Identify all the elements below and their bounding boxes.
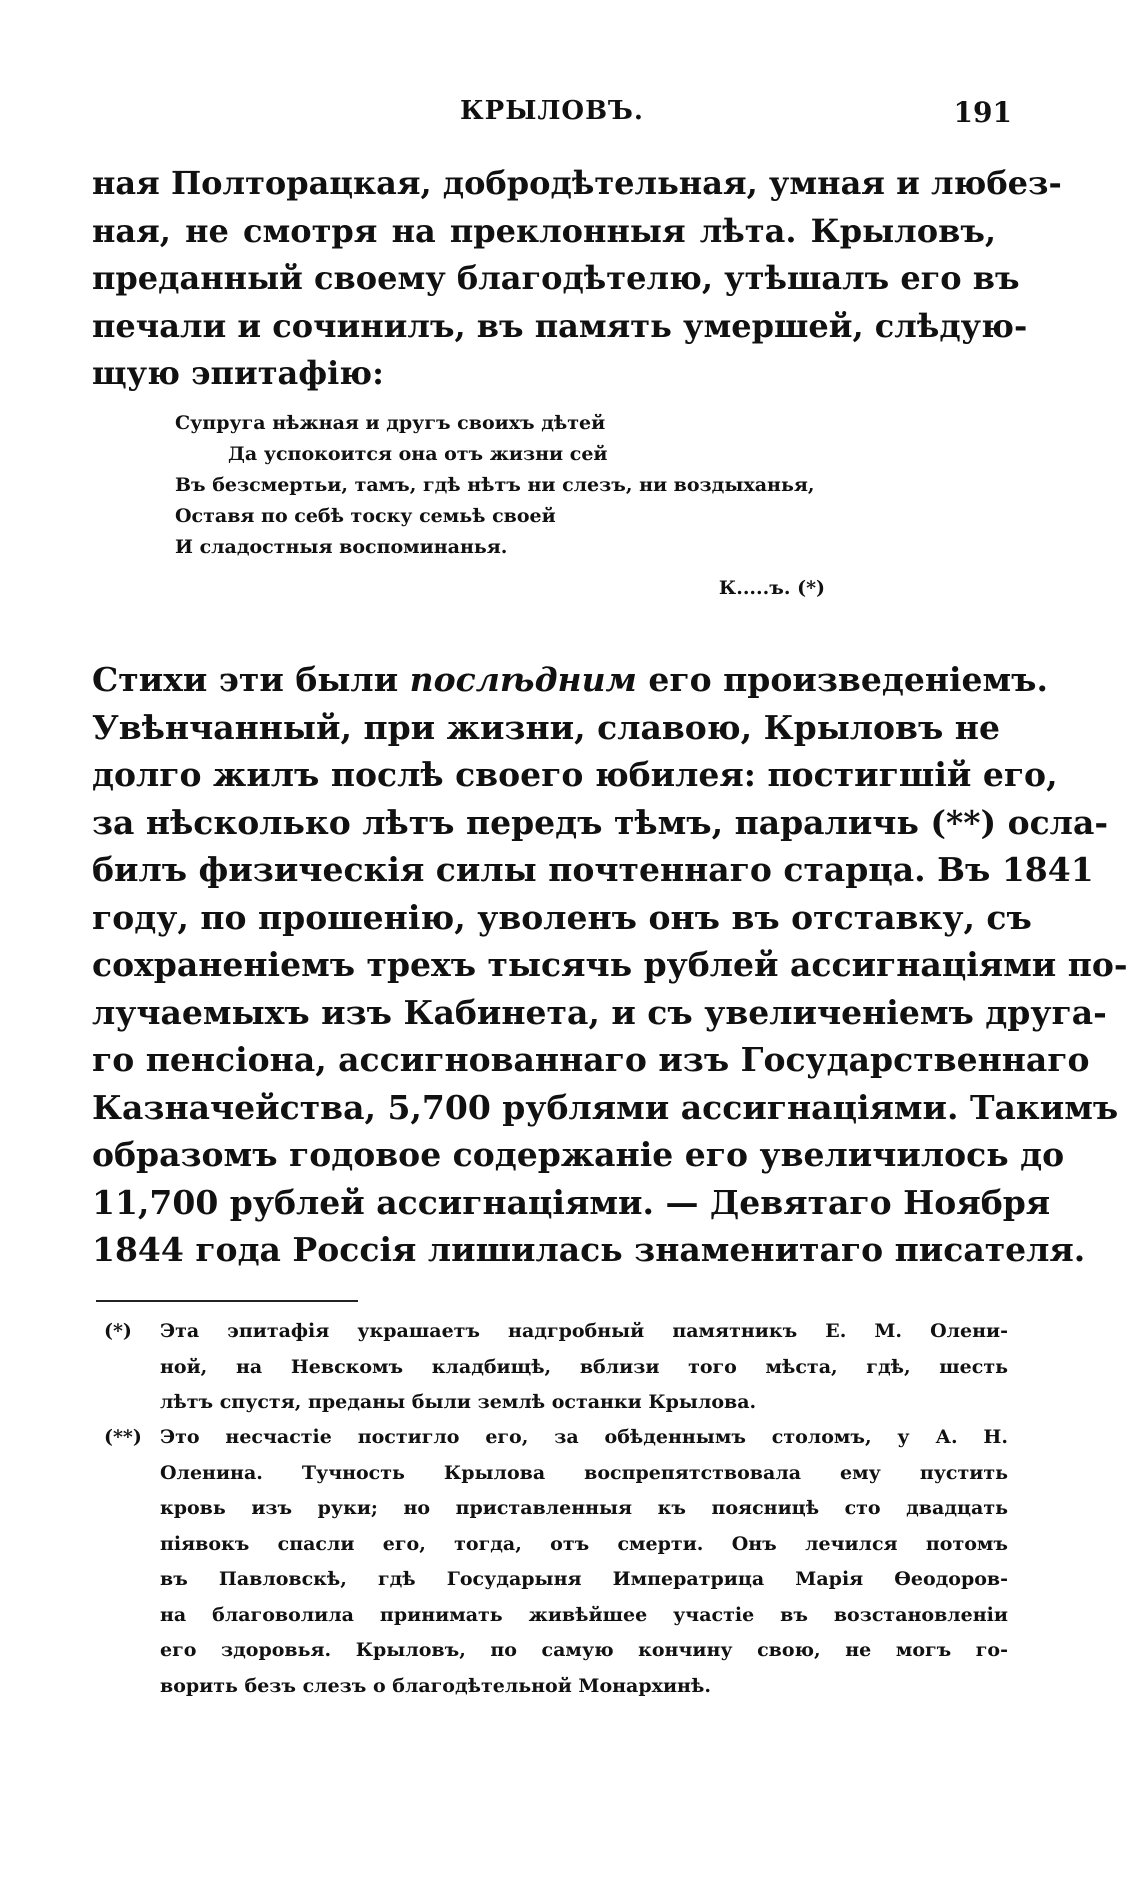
text-line: 1844 года Россія лишилась знаменитаго писателя. <box>92 1230 1086 1269</box>
footnote-mark: (**) <box>104 1426 142 1448</box>
paragraph-2 <box>92 656 1128 1274</box>
page-header <box>92 96 1012 136</box>
text-line: году, по прошенію, уволенъ онъ въ отставку, съ <box>92 897 1032 937</box>
footnote-line: Эта эпитафія украшаетъ надгробный памятникъ Е. М. Олени- <box>160 1320 1008 1342</box>
text-line: го пенсіона, ассигнованнаго изъ Государственнаго <box>92 1040 1090 1079</box>
epitaph-poem <box>175 408 975 604</box>
page-number: 191 <box>953 96 1012 129</box>
footnote-1 <box>104 1314 1008 1421</box>
text-run: его произведеніемъ. <box>636 660 1048 699</box>
text-line: ная Полторацкая, добродѣтельная, умная и любез- <box>92 164 1062 202</box>
text-line: лучаемыхъ изъ Кабинета, и съ увеличеніемъ друга- <box>92 992 1107 1032</box>
poem-line: Супруга нѣжная и другъ своихъ дѣтей <box>175 412 606 434</box>
footnote-line: Это несчастіе постигло его, за обѣденнымъ столомъ, у А. Н. <box>160 1426 1008 1448</box>
footnote-2 <box>104 1420 1008 1704</box>
text-line: Казначейства, 5,700 рублями ассигнаціями. Такимъ <box>92 1087 1119 1127</box>
text-line: печали и сочинилъ, въ память умершей, слѣдую- <box>92 306 1028 345</box>
footnote-mark: (*) <box>104 1320 132 1342</box>
poem-line: Да успокоится она отъ жизни сей <box>228 443 608 465</box>
text-line: сохраненіемъ трехъ тысячь рублей ассигнаціями по- <box>92 945 1128 984</box>
footnote-line: Оленина. Тучность Крылова воспрепятствовала ему пустить <box>160 1461 1008 1484</box>
italic-emphasis: послѣдним <box>409 660 637 699</box>
running-title: КРЫЛОВЪ. <box>460 96 644 126</box>
footnote-divider <box>96 1300 358 1302</box>
footnote-line: ной, на Невскомъ кладбищѣ, вблизи того мѣста, гдѣ, шесть <box>160 1355 1008 1378</box>
footnote-line: его здоровья. Крыловъ, по самую кончину свою, не могъ го- <box>160 1639 1008 1661</box>
poem-line: И сладостныя воспоминанья. <box>175 536 508 558</box>
footnote-line: лѣтъ спустя, преданы были землѣ останки Крылова. <box>160 1391 757 1413</box>
footnote-line: ворить безъ слезъ о благодѣтельной Монархинѣ. <box>160 1674 711 1697</box>
text-line <box>92 656 1048 704</box>
footnote-line: піявокъ спасли его, тогда, отъ смерти. Онъ лечился потомъ <box>160 1532 1008 1555</box>
text-line: Увѣнчанный, при жизни, славою, Крыловъ не <box>92 707 1000 747</box>
paragraph-1 <box>92 160 1062 398</box>
poem-line: Оставя по себѣ тоску семьѣ своей <box>175 505 556 527</box>
footnote-line: въ Павловскѣ, гдѣ Государыня Императрица Марія Ѳеодоров- <box>160 1568 1008 1590</box>
footnote-line: кровь изъ руки; но приставленныя къ поясницѣ сто двадцать <box>160 1497 1008 1519</box>
epitaph-signature: К.....ъ. (*) <box>718 577 825 599</box>
text-line: ная, не смотря на преклонныя лѣта. Крыловъ, <box>92 211 996 250</box>
text-line: билъ физическія силы почтеннаго старца. Въ 1841 <box>92 850 1094 889</box>
text-run: Стихи эти были <box>92 660 410 699</box>
text-line: образомъ годовое содержаніе его увеличилось до <box>92 1135 1065 1174</box>
text-line: преданный своему благодѣтелю, утѣшалъ его въ <box>92 259 1020 297</box>
poem-line: Въ безсмертьи, тамъ, гдѣ нѣтъ ни слезъ, ни воздыханья, <box>175 474 815 496</box>
text-line: 11,700 рублей ассигнаціями. — Девятаго Ноября <box>92 1182 1051 1222</box>
text-line: долго жилъ послѣ своего юбилея: постигшій его, <box>92 755 1058 794</box>
footnote-line: на благоволила принимать живѣйшее участіе въ возстановленіи <box>160 1603 1008 1626</box>
text-line: щую эпитафію: <box>92 354 384 392</box>
text-line: за нѣсколько лѣтъ передъ тѣмъ, параличь (**) осла- <box>92 802 1109 842</box>
